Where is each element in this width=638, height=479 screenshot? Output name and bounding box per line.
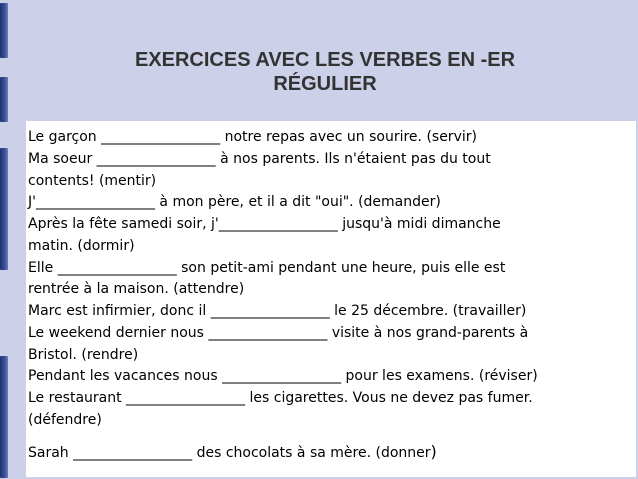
exercise-line: Marc est infirmier, donc il _________________ le 25 décembre. (travailler) <box>28 303 527 319</box>
exercise-line: J'_________________ à mon père, et il a dit "oui". (demander) <box>28 194 441 210</box>
exercise-line: (défendre) <box>28 412 102 428</box>
exercise-line: rentrée à la maison. (attendre) <box>28 281 245 297</box>
slide-title-line-2: RÉGULIER <box>273 73 377 95</box>
exercise-line: Le garçon _________________ notre repas avec un sourire. (servir) <box>28 129 477 145</box>
closing-parenthesis: ) <box>430 442 437 461</box>
sidebar-bar <box>0 3 8 58</box>
slide-title-line-1: EXERCICES AVEC LES VERBES EN -ER <box>134 49 516 71</box>
exercise-line: Après la fête samedi soir, j'_________________ jusqu'à midi dimanche <box>28 216 501 232</box>
sidebar-bar <box>0 77 8 122</box>
exercise-line-last <box>28 443 437 462</box>
sidebar-bar <box>0 356 8 478</box>
exercise-line: Ma soeur _________________ à nos parents. Ils n'étaient pas du tout <box>28 151 491 167</box>
exercise-line: Le restaurant _________________ les cigarettes. Vous ne devez pas fumer. <box>28 390 533 406</box>
exercise-line: Le weekend dernier nous _________________ visite à nos grand-parents à <box>28 325 529 341</box>
exercise-line: Elle _________________ son petit-ami pendant une heure, puis elle est <box>28 260 506 276</box>
sidebar-bar <box>0 148 8 270</box>
exercise-line-last-text: Sarah _________________ des chocolats à sa mère. (donner <box>28 445 431 461</box>
exercise-line: Bristol. (rendre) <box>28 347 139 363</box>
exercise-line: contents! (mentir) <box>28 173 157 189</box>
exercise-line: matin. (dormir) <box>28 238 135 254</box>
slide-title <box>40 48 610 96</box>
slide-sidebar-decoration <box>0 0 24 479</box>
exercise-line: Pendant les vacances nous _________________ pour les examens. (réviser) <box>28 368 538 384</box>
